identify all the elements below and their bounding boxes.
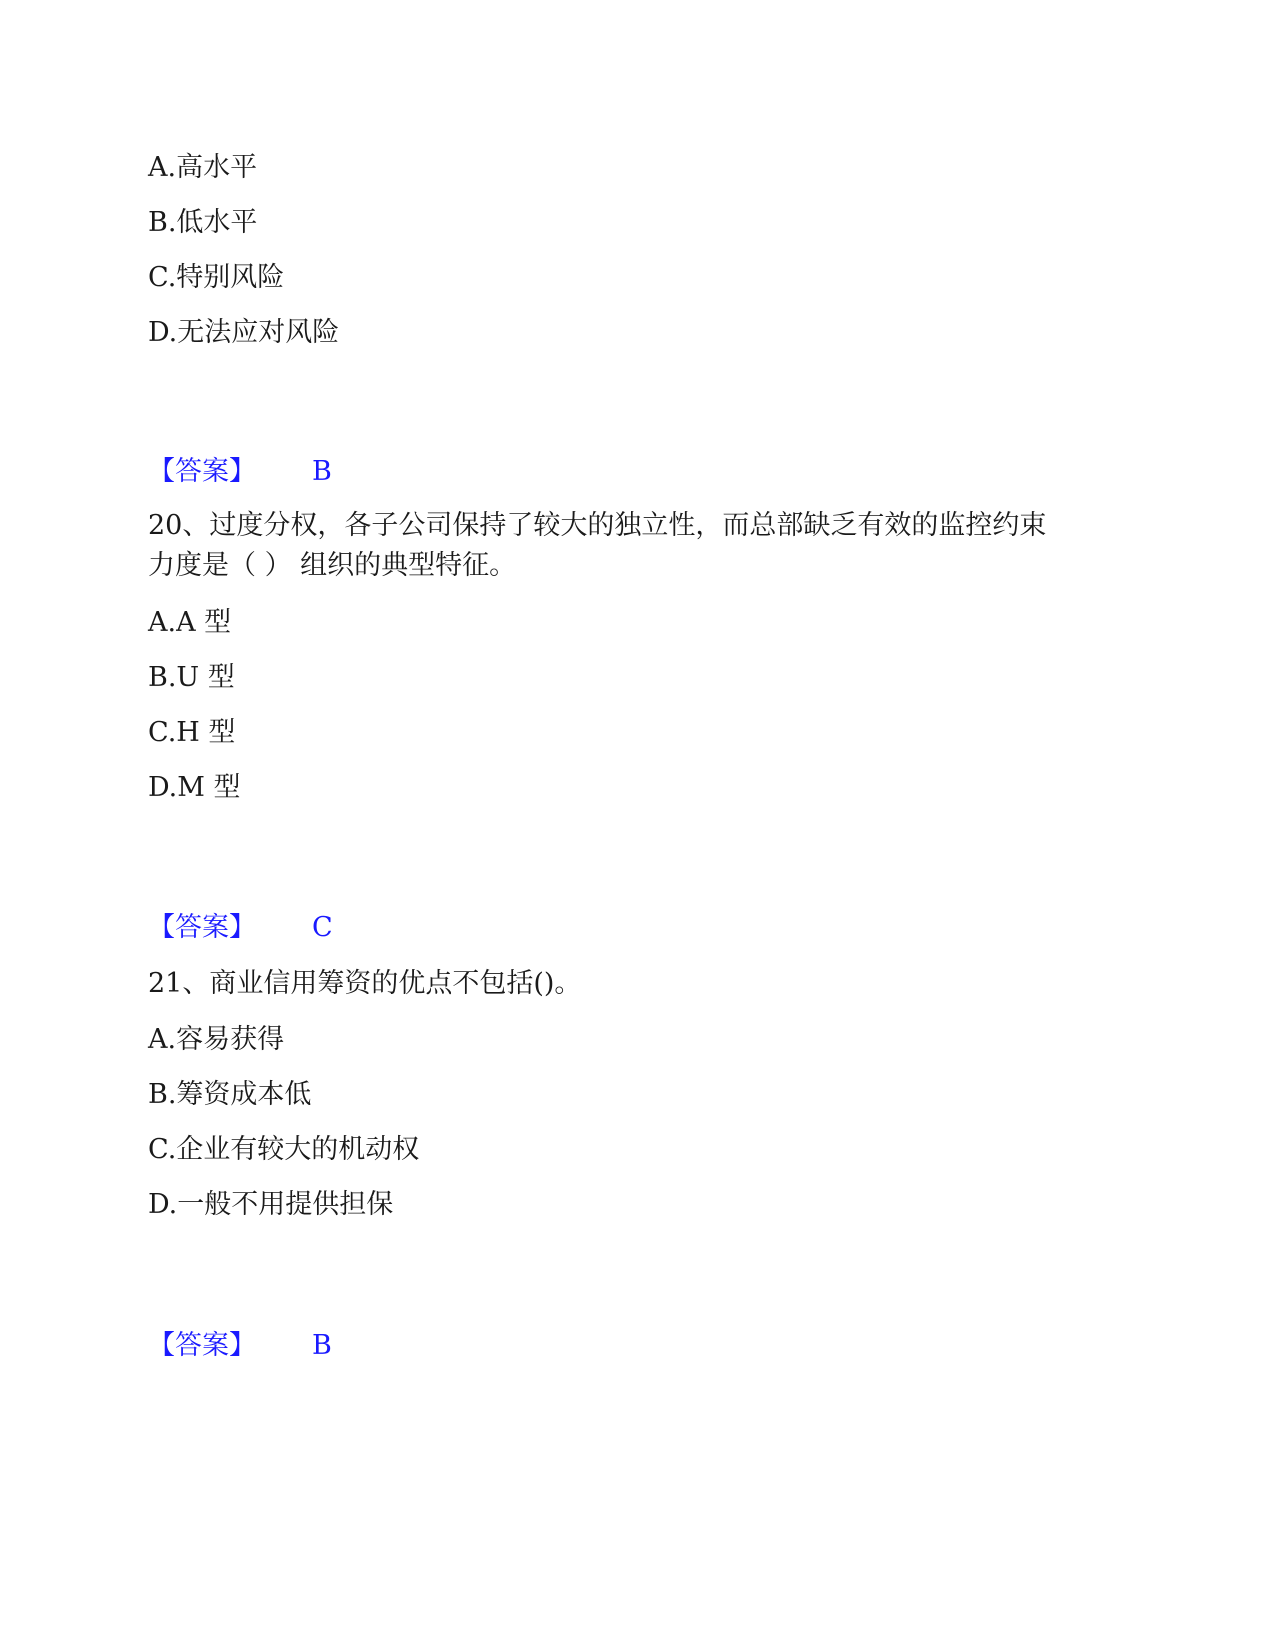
answer-row bbox=[148, 908, 333, 948]
option-b: B.低水平 bbox=[148, 207, 258, 238]
question-text-continued: 力度是（ ） 组织的典型特征。 bbox=[148, 550, 517, 581]
option-c: C.特别风险 bbox=[148, 262, 285, 293]
option-b: B.筹资成本低 bbox=[148, 1079, 312, 1110]
answer-label: 【答案】 bbox=[148, 912, 256, 943]
option-d: D.一般不用提供担保 bbox=[148, 1189, 394, 1220]
option-d: D.M 型 bbox=[148, 772, 241, 803]
option-a: A.高水平 bbox=[148, 152, 258, 183]
option-a: A.容易获得 bbox=[148, 1024, 285, 1055]
question-text: 20、过度分权，各子公司保持了较大的独立性，而总部缺乏有效的监控约束 bbox=[148, 510, 1047, 541]
answer-label: 【答案】 bbox=[148, 1330, 256, 1361]
option-c: C.H 型 bbox=[148, 717, 236, 748]
option-a: A.A 型 bbox=[148, 607, 232, 638]
answer-value: C bbox=[312, 912, 333, 943]
answer-row bbox=[148, 1326, 332, 1366]
answer-row bbox=[148, 452, 332, 492]
answer-label: 【答案】 bbox=[148, 456, 256, 487]
option-c: C.企业有较大的机动权 bbox=[148, 1134, 420, 1165]
option-d: D.无法应对风险 bbox=[148, 317, 340, 348]
answer-value: B bbox=[312, 456, 332, 487]
answer-value: B bbox=[312, 1330, 332, 1361]
option-b: B.U 型 bbox=[148, 662, 235, 693]
question-text: 21、商业信用筹资的优点不包括()。 bbox=[148, 968, 582, 999]
